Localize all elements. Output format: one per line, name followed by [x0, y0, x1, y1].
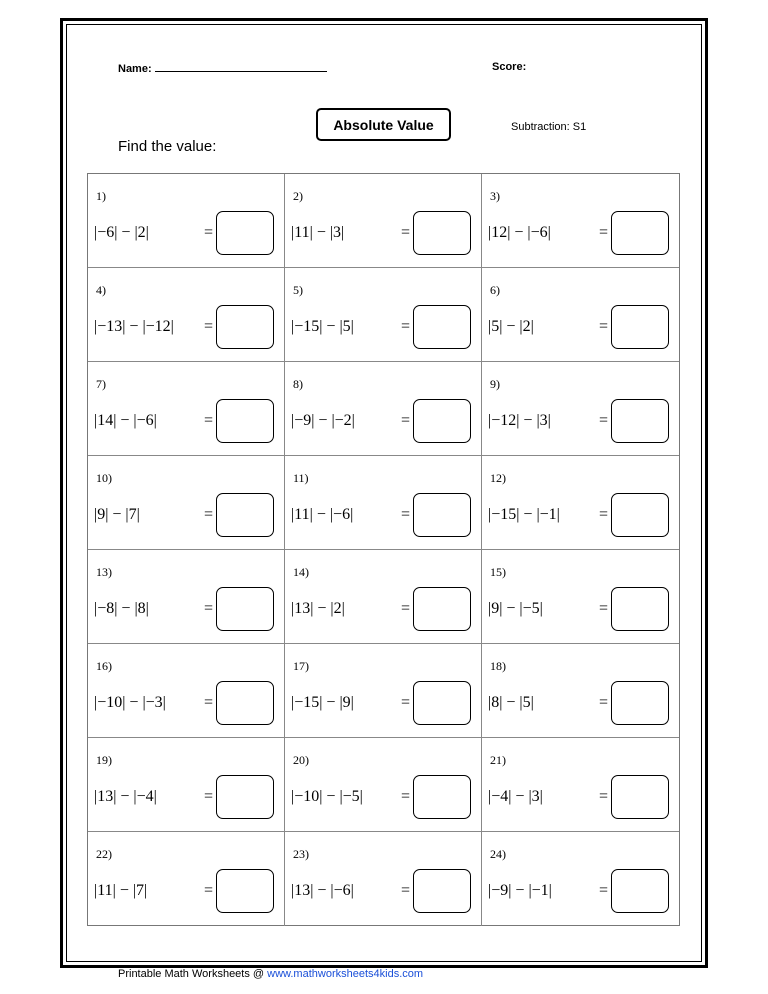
answer-box[interactable]: [216, 869, 274, 913]
problem-number: 17): [293, 659, 309, 673]
answer-box[interactable]: [216, 305, 274, 349]
answer-box[interactable]: [216, 399, 274, 443]
equals-sign: =: [400, 788, 410, 805]
problem-grid: [87, 173, 680, 926]
problem-expression: |9| − |−5|: [488, 600, 543, 617]
problem-expression: |−10| − |−5|: [291, 788, 363, 805]
answer-box[interactable]: [216, 775, 274, 819]
score-label: Score:: [492, 61, 527, 73]
problem-row: [94, 680, 274, 726]
problem-cell: [88, 456, 285, 550]
problem-number: 4): [96, 283, 106, 297]
problem-expression: |11| − |−6|: [291, 506, 354, 523]
problem-number: 1): [96, 189, 106, 203]
worksheet-title: Absolute Value: [316, 108, 451, 141]
equals-sign: =: [400, 224, 410, 241]
answer-box[interactable]: [611, 305, 669, 349]
problem-expression: |−8| − |8|: [94, 600, 149, 617]
problem-number: 18): [490, 659, 506, 673]
answer-box[interactable]: [413, 681, 471, 725]
equals-sign: =: [203, 224, 213, 241]
problem-expression: |13| − |2|: [291, 600, 345, 617]
problem-row: [291, 586, 471, 632]
problem-number: 2): [293, 189, 303, 203]
equals-sign: =: [203, 600, 213, 617]
answer-box[interactable]: [216, 211, 274, 255]
problem-number: 16): [96, 659, 112, 673]
problem-number: 6): [490, 283, 500, 297]
problem-number: 15): [490, 565, 506, 579]
problem-cell: [88, 268, 285, 362]
answer-box[interactable]: [413, 211, 471, 255]
answer-box[interactable]: [216, 681, 274, 725]
problem-number: 20): [293, 753, 309, 767]
problem-cell: [285, 456, 482, 550]
problem-row: [94, 210, 274, 256]
problem-row: [291, 210, 471, 256]
footer-text: Printable Math Worksheets @: [118, 968, 268, 980]
problem-number: 14): [293, 565, 309, 579]
name-line[interactable]: [155, 61, 327, 72]
problem-cell: [285, 174, 482, 268]
problem-cell: [285, 738, 482, 832]
equals-sign: =: [598, 506, 608, 523]
problem-cell: [482, 456, 679, 550]
problem-row: [488, 586, 669, 632]
problem-expression: |−15| − |9|: [291, 694, 354, 711]
problem-number: 10): [96, 471, 112, 485]
problem-cell: [285, 268, 482, 362]
equals-sign: =: [203, 694, 213, 711]
problem-number: 22): [96, 847, 112, 861]
problem-row: [94, 868, 274, 914]
answer-box[interactable]: [611, 211, 669, 255]
problem-expression: |−15| − |−1|: [488, 506, 560, 523]
problem-row: [94, 492, 274, 538]
problem-row: [488, 774, 669, 820]
equals-sign: =: [400, 318, 410, 335]
problem-expression: |−12| − |3|: [488, 412, 551, 429]
problem-row: [291, 680, 471, 726]
problem-expression: |−15| − |5|: [291, 318, 354, 335]
problem-cell: [88, 738, 285, 832]
problem-cell: [285, 362, 482, 456]
answer-box[interactable]: [611, 681, 669, 725]
problem-row: [291, 492, 471, 538]
equals-sign: =: [598, 224, 608, 241]
problem-row: [94, 398, 274, 444]
problem-cell: [285, 832, 482, 926]
answer-box[interactable]: [216, 587, 274, 631]
problem-cell: [285, 550, 482, 644]
equals-sign: =: [598, 788, 608, 805]
problem-number: 11): [293, 471, 309, 485]
problem-cell: [88, 644, 285, 738]
problem-row: [291, 868, 471, 914]
problem-number: 13): [96, 565, 112, 579]
problem-expression: |14| − |−6|: [94, 412, 157, 429]
problem-cell: [285, 644, 482, 738]
problem-expression: |13| − |−6|: [291, 882, 354, 899]
equals-sign: =: [400, 882, 410, 899]
problem-cell: [482, 832, 679, 926]
problem-expression: |13| − |−4|: [94, 788, 157, 805]
problem-expression: |−9| − |−1|: [488, 882, 552, 899]
name-label: Name:: [118, 63, 152, 75]
instruction: Find the value:: [118, 138, 217, 155]
equals-sign: =: [203, 788, 213, 805]
problem-number: 12): [490, 471, 506, 485]
problem-cell: [88, 550, 285, 644]
problem-expression: |9| − |7|: [94, 506, 140, 523]
answer-box[interactable]: [413, 775, 471, 819]
problem-cell: [482, 550, 679, 644]
problem-row: [488, 680, 669, 726]
footer: [118, 968, 423, 980]
problem-row: [488, 304, 669, 350]
answer-box[interactable]: [413, 305, 471, 349]
answer-box[interactable]: [611, 869, 669, 913]
problem-expression: |−9| − |−2|: [291, 412, 355, 429]
problem-row: [94, 774, 274, 820]
equals-sign: =: [598, 600, 608, 617]
answer-box[interactable]: [413, 869, 471, 913]
equals-sign: =: [203, 882, 213, 899]
problem-cell: [482, 644, 679, 738]
problem-row: [488, 492, 669, 538]
problem-row: [291, 304, 471, 350]
problem-number: 7): [96, 377, 106, 391]
footer-link[interactable]: www.mathworksheets4kids.com: [267, 968, 424, 980]
problem-cell: [482, 362, 679, 456]
equals-sign: =: [598, 882, 608, 899]
problem-cell: [88, 362, 285, 456]
problem-expression: |11| − |3|: [291, 224, 345, 241]
equals-sign: =: [400, 694, 410, 711]
problem-row: [94, 586, 274, 632]
problem-row: [94, 304, 274, 350]
problem-row: [488, 210, 669, 256]
answer-box[interactable]: [611, 493, 669, 537]
answer-box[interactable]: [611, 399, 669, 443]
equals-sign: =: [400, 506, 410, 523]
problem-row: [488, 398, 669, 444]
problem-expression: |8| − |5|: [488, 694, 534, 711]
equals-sign: =: [203, 506, 213, 523]
problem-cell: [88, 832, 285, 926]
answer-box[interactable]: [413, 493, 471, 537]
problem-cell: [482, 738, 679, 832]
problem-expression: |−13| − |−12|: [94, 318, 174, 335]
equals-sign: =: [400, 412, 410, 429]
problem-number: 3): [490, 189, 500, 203]
problem-number: 24): [490, 847, 506, 861]
answer-box[interactable]: [216, 493, 274, 537]
answer-box[interactable]: [611, 587, 669, 631]
problem-cell: [88, 174, 285, 268]
problem-number: 8): [293, 377, 303, 391]
answer-box[interactable]: [413, 399, 471, 443]
equals-sign: =: [598, 694, 608, 711]
equals-sign: =: [400, 600, 410, 617]
problem-row: [488, 868, 669, 914]
problem-cell: [482, 268, 679, 362]
equals-sign: =: [203, 412, 213, 429]
problem-number: 9): [490, 377, 500, 391]
problem-number: 19): [96, 753, 112, 767]
problem-number: 23): [293, 847, 309, 861]
problem-row: [291, 774, 471, 820]
answer-box[interactable]: [413, 587, 471, 631]
problem-number: 21): [490, 753, 506, 767]
name-field[interactable]: [118, 61, 327, 75]
equals-sign: =: [598, 318, 608, 335]
answer-box[interactable]: [611, 775, 669, 819]
problem-row: [291, 398, 471, 444]
problem-expression: |−6| − |2|: [94, 224, 149, 241]
problem-cell: [482, 174, 679, 268]
problem-expression: |−10| − |−3|: [94, 694, 166, 711]
problem-number: 5): [293, 283, 303, 297]
equals-sign: =: [598, 412, 608, 429]
problem-expression: |−4| − |3|: [488, 788, 543, 805]
worksheet-subtitle: Subtraction: S1: [511, 121, 587, 133]
problem-expression: |11| − |7|: [94, 882, 148, 899]
equals-sign: =: [203, 318, 213, 335]
problem-expression: |5| − |2|: [488, 318, 534, 335]
problem-expression: |12| − |−6|: [488, 224, 551, 241]
